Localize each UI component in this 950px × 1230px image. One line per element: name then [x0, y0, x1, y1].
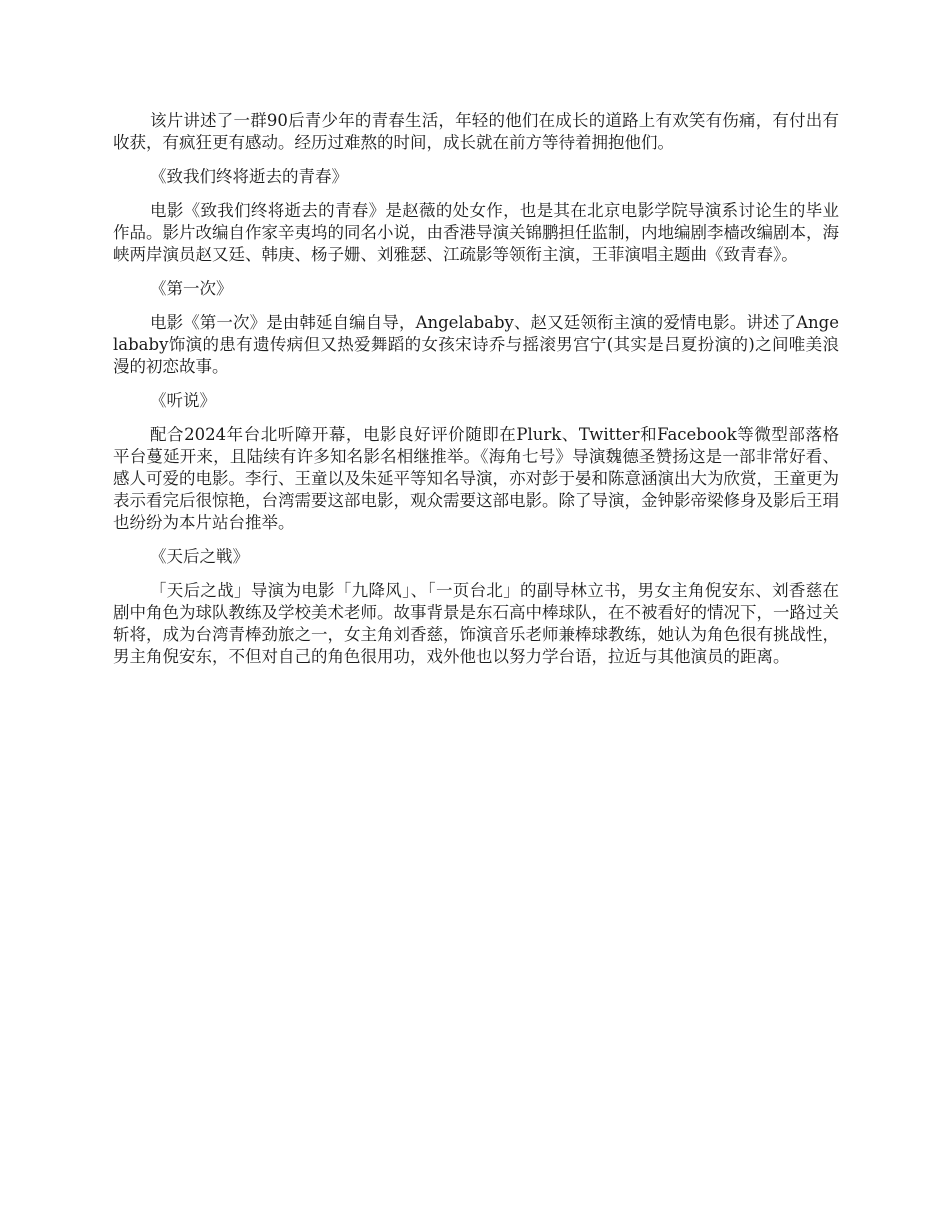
paragraph-film-description: 「天后之战」导演为电影「九降风」、「一页台北」的副导林立书，男女主角倪安东、刘香慈在剧中角色为球队教练及学校美术老师。故事背景是东石高中棒球队，在不被看好的情况下，一路过关斩将，成为台湾青棒劲旅之一，女主角刘香慈，饰演音乐老师兼棒球教练，她认为角色很有挑战性，男主角倪安东，不但对自己的角色很用功，戏外他也以努力学台语，拉近与其他演员的距离。: [113, 581, 839, 666]
film-title-heading: 《天后之戦》: [150, 547, 249, 566]
paragraph-film-description: 配合2024年台北听障开幕，电影良好评价随即在Plurk、Twitter和Facebook等微型部落格平台蔓延开来，且陆续有许多知名影名相继推举。《海角七号》导演魏德圣赞扬这是一部非常好看、感人可爱的电影。李行、王童以及朱延平等知名导演，亦对彭于晏和陈意涵演出大为欣赏，王童更为表示看完后很惊艳，台湾需要这部电影，观众需要这部电影。除了导演，金钟影帝梁修身及影后王琄也纷纷为本片站台推举。: [113, 425, 839, 532]
film-title-heading: 《听说》: [150, 391, 216, 410]
paragraph-film-description: 电影《第一次》是由韩延自编自导，Angelababy、赵又廷领衔主演的爱情电影。讲述了Angelababy饰演的患有遗传病但又热爱舞蹈的女孩宋诗乔与摇滚男宫宁(其实是吕夏扮演的)之间唯美浪漫的初恋故事。: [113, 313, 839, 376]
paragraph-film-description: 电影《致我们终将逝去的青春》是赵薇的处女作，也是其在北京电影学院导演系讨论生的毕业作品。影片改编自作家辛夷坞的同名小说，由香港导演关锦鹏担任监制，内地编剧李樯改编剧本，海峡两岸演员赵又廷、韩庚、杨子姗、刘雅瑟、江疏影等领衔主演，王菲演唱主题曲《致青春》。: [113, 201, 839, 264]
film-title-heading: 《第一次》: [150, 279, 233, 298]
paragraph-intro: 该片讲述了一群90后青少年的青春生活，年轻的他们在成长的道路上有欢笑有伤痛，有付出有收获，有疯狂更有感动。经历过难熬的时间，成长就在前方等待着拥抱他们。: [113, 111, 839, 152]
document-body: [113, 110, 839, 680]
film-title-heading: 《致我们终将逝去的青春》: [150, 167, 348, 186]
